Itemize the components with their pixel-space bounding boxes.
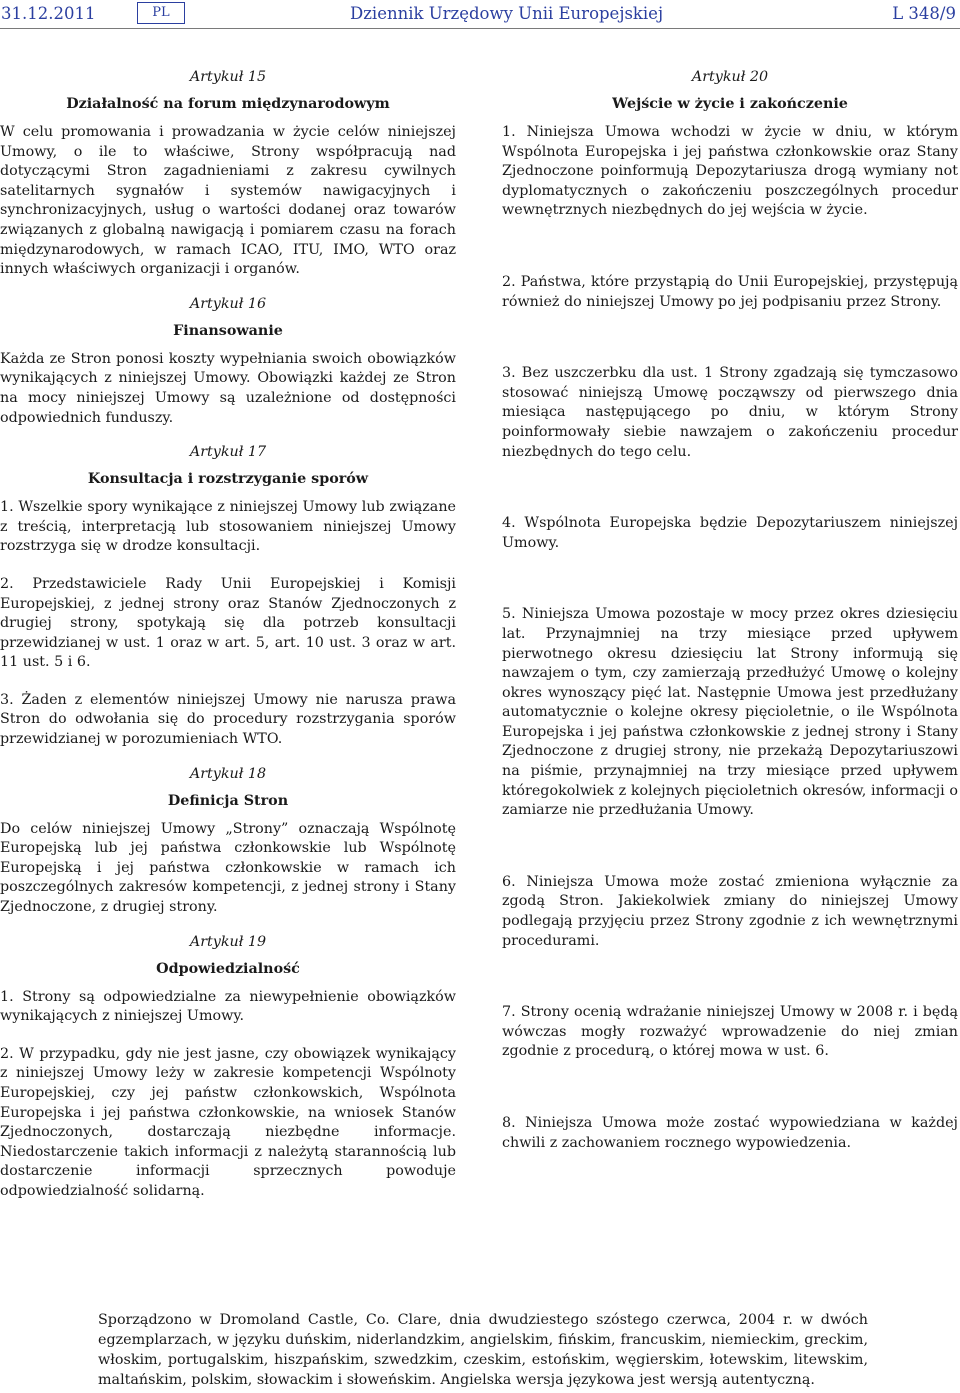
article-paragraph: 3. Bez uszczerbku dla ust. 1 Strony zgadzają się tymczasowo stosować niniejszą Umowę począwszy od pierwszego dnia miesiąca następującego po dniu, w którym Strony poinformowały siebie nawzajem o zakończeniu procedur niezbędnych do tego celu. [502,365,958,460]
article-16 [0,291,456,428]
article-paragraph: 3. Żaden z elementów niniejszej Umowy nie narusza prawa Stron do odwołania się do procedury rozstrzygania sporów przewidzianej w porozumieniach WTO. [0,691,456,748]
article-paragraph: 8. Niniejsza Umowa może zostać wypowiedziana w każdej chwili z zachowaniem rocznego wypowiedzenia. [502,1115,958,1151]
article-title: Definicja Stron [167,792,289,809]
article-17 [0,439,456,750]
article-paragraph: 2. Państwa, które przystąpią do Unii Europejskiej, przystępują również do niniejszej Umowy po jej podpisaniu przez Strony. [502,273,958,310]
article-number: Artykuł 19 [189,933,267,950]
page-header [0,0,960,34]
article-paragraph: 4. Wspólnota Europejska będzie Depozytariuszem niniejszej Umowy. [502,515,958,551]
article-paragraph: 2. W przypadku, gdy nie jest jasne, czy obowiązek wynikający z niniejszej Umowy leży w zakresie kompetencji Wspólnoty Europejskiej, czy jej państw członkowskich, Wspólnota Europejska i jej państwa członkowskie, na wniosek Stanów Zjednoczonych, dostarczają niezbędne informacje. Niedostarczenie takich informacji z należytą starannością lub dostarczenie informacji sprzecznych powoduje odpowiedzialność solidarną. [0,1045,456,1199]
article-paragraph: Każda ze Stron ponosi koszty wypełniania swoich obowiązków wynikających z niniejszej Umowy. Obowiązki każdej ze Stron na mocy niniejszej Umowy są uzależnione od dostępności odpowiednich funduszy. [0,350,456,426]
publication-date: 31.12.2011 [1,4,96,23]
article-15 [0,64,456,280]
article-number: Artykuł 20 [691,69,769,85]
left-column [0,64,456,1202]
article-title: Konsultacja i rozstrzyganie sporów [87,471,369,488]
page-number: L 348/9 [892,4,956,23]
article-paragraph: 2. Przedstawiciele Rady Unii Europejskiej i Komisji Europejskiej, z jednej strony oraz Stanów Zjednoczonych z drugiej strony, spotykają się dla potrzeb konsultacji przewidzianej w ust. 1 oraz w art. 5, art. 10 ust. 3 oraz w art. 11 ust. 5 i 6. [0,575,456,671]
journal-title: Dziennik Urzędowy Unii Europejskiej [350,4,664,23]
closing-statement: Sporządzono w Dromoland Castle, Co. Clare, dnia dwudziestego szóstego czerwca, 2004 r. w dwóch egzemplarzach, w języku duńskim, niderlandzkim, angielskim, fińskim, francuskim, niemieckim, greckim, włoskim, portugalskim, hiszpańskim, szwedzkim, czeskim, estońskim, węgierskim, łotewskim, litewskim, maltańskim, polskim, słowackim i słoweńskim. Angielska wersja językowa jest wersją autentyczną. [98,1312,868,1388]
article-paragraph: W celu promowania i prowadzania w życie celów niniejszej Umowy, o ile to właściwe, Strony współpracują nad dotyczącymi Stron zagadnieniami z zakresu cywilnych satelitarnych sygnałów i systemów nawigacyjnych i synchronizacyjnych, usług o wartości dodanej oraz towarów związanych z globalną nawigacją i pomiarem czasu na forach międzynarodowych, w ramach ICAO, ITU, IMO, WTO oraz innych właściwych organizacji i organów. [0,124,456,278]
article-paragraph: 1. Wszelkie spory wynikające z niniejszej Umowy lub związane z treścią, interpretacją lub stosowaniem niniejszej Umowy rozstrzyga się w drodze konsultacji. [0,499,456,555]
article-paragraph: 1. Niniejsza Umowa wchodzi w życie w dniu, w którym Wspólnota Europejska i jej państwa członkowskie oraz Stany Zjednoczone poinformują Depozytariusza drogą wymiany not dyplomatycznych o zakończeniu poszczególnych procedur wewnętrznych niezbędnych do jej wejścia w życie. [502,124,958,219]
article-paragraph: 7. Strony ocenią wdrażanie niniejszej Umowy w 2008 r. i będą wówczas mogły rozważyć wprowadzenie do niej zmian zgodnie z procedurą, o której mowa w ust. 6. [502,1004,958,1060]
article-title: Finansowanie [173,322,283,339]
article-20 [502,64,958,1153]
article-number: Artykuł 16 [189,295,267,312]
article-title: Wejście w życie i zakończenie [612,96,848,112]
article-19 [0,929,456,1202]
article-18 [0,761,456,918]
article-title: Działalność na forum międzynarodowym [66,96,390,112]
article-number: Artykuł 17 [189,444,267,461]
language-badge: PL [137,2,185,24]
article-number: Artykuł 15 [189,69,267,85]
article-title: Odpowiedzialność [156,960,300,977]
header-rule [0,28,960,29]
article-paragraph: Do celów niniejszej Umowy „Strony” oznaczają Wspólnotę Europejską lub jej państwa członkowskie lub Wspólnotę Europejską i jej państwa członkowskie w ramach ich poszczególnych zakresów kompetencji, z jednej strony i Stany Zjednoczone, z drugiej strony. [0,820,456,916]
article-paragraph: 6. Niniejsza Umowa może zostać zmieniona wyłącznie za zgodą Stron. Jakiekolwiek zmiany do niniejszej Umowy podlegają przyjęciu przez Strony zgodnie z ich wewnętrznymi procedurami. [502,873,958,949]
article-paragraph: 5. Niniejsza Umowa pozostaje w mocy przez okres dziesięciu lat. Przynajmniej na trzy miesiące przed upływem pierwotnego okresu dziesięciu lat Strony informują się nawzajem o tym, czy zamierzają przedłużyć Umowę o kolejny okres wynoszący pięć lat. Następnie Umowa jest przedłużany automatycznie o kolejne okresy pięcioletnie, o ile Wspólnota Europejska i jej państwa członkowskie z jednej strony i Stany Zjednoczone z drugiej strony, nie przekażą Depozytariuszowi na piśmie, przynajmniej na trzy miesiące przed upływem któregokolwiek z kolejnych pięcioletnich okresów, informacji o zamiarze nie przedłużania Umowy. [502,606,958,819]
right-column [502,64,958,1153]
article-paragraph: 1. Strony są odpowiedzialne za niewypełnienie obowiązków wynikających z niniejszej Umowy. [0,988,456,1025]
article-number: Artykuł 18 [189,765,267,782]
